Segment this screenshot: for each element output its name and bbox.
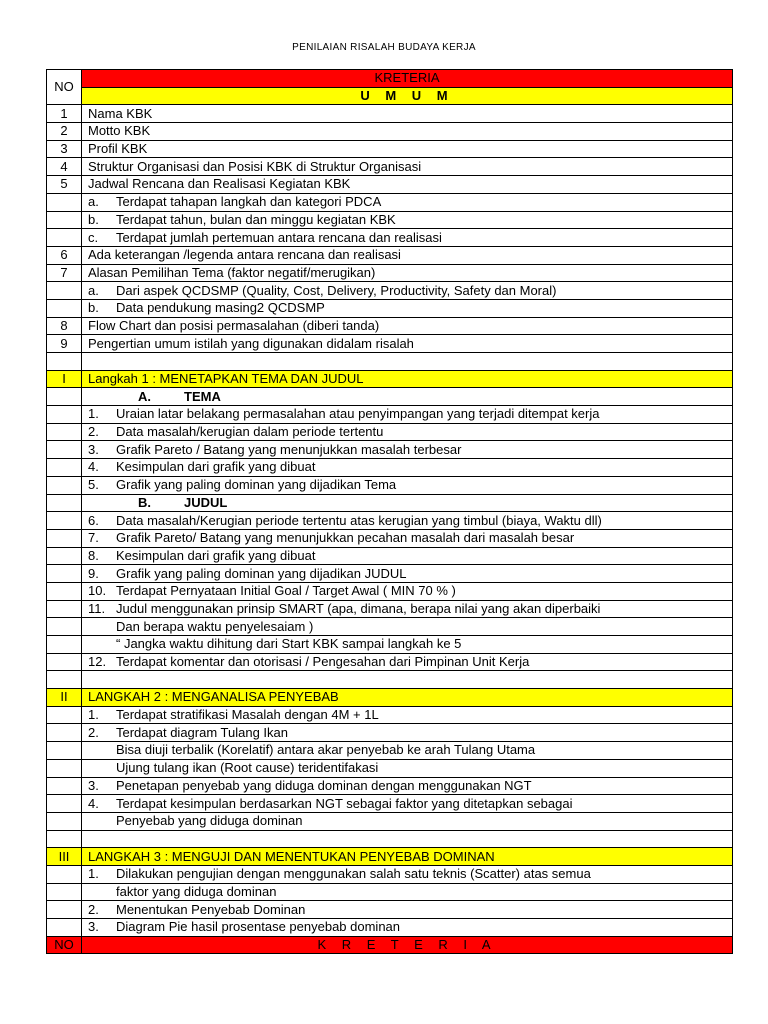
section-row-langkah3 [47, 848, 733, 866]
criteria-text: Alasan Pemilihan Tema (faktor negatif/merugikan) [82, 264, 733, 282]
blank-cell [47, 706, 82, 724]
criteria-text [82, 547, 733, 565]
criteria-text [82, 423, 733, 441]
criteria-text [82, 777, 733, 795]
blank-cell [47, 759, 82, 777]
sub-letter: B. [138, 494, 151, 510]
footer-row [47, 936, 733, 954]
langkah1-item-row [47, 653, 733, 671]
item-text: Terdapat kesimpulan berdasarkan NGT sebagai faktor yang ditetapkan sebagai [116, 795, 573, 811]
item-label: 6. [88, 512, 99, 528]
blank-cell [47, 388, 82, 406]
section-title: LANGKAH 3 : MENGUJI DAN MENENTUKAN PENYEBAB DOMINAN [82, 848, 733, 866]
umum-item-row [47, 105, 733, 123]
section-row-langkah2 [47, 689, 733, 707]
page-title: PENILAIAN RISALAH BUDAYA KERJA [292, 42, 476, 53]
umum-item-row [47, 140, 733, 158]
criteria-text [82, 476, 733, 494]
blank-row [47, 353, 733, 371]
langkah1-item-row [47, 529, 733, 547]
item-text: Ujung tulang ikan (Root cause) teridentifakasi [116, 760, 379, 776]
langkah1-item-row [47, 512, 733, 530]
subheading-row [47, 494, 733, 512]
langkah3-item-row [47, 883, 733, 901]
langkah3-item-row [47, 865, 733, 883]
header-row [47, 70, 733, 88]
section-number: I [47, 370, 82, 388]
item-label: 11. [88, 600, 106, 616]
item-label: 1. [88, 707, 99, 723]
sub-letter: A. [138, 388, 151, 404]
item-label: 12. [88, 654, 107, 670]
item-label: 10. [88, 583, 107, 599]
footer-no: NO [47, 936, 82, 954]
umum-item-row [47, 211, 733, 229]
item-label: 9. [88, 565, 99, 581]
section-number: III [47, 848, 82, 866]
item-label: 2. [88, 901, 99, 917]
umum-item-row [47, 246, 733, 264]
blank-cell [82, 353, 733, 371]
item-text: Data masalah/Kerugian periode tertentu atas kerugian yang timbul (biaya, Waktu dll) [116, 512, 602, 528]
criteria-text: Ada keterangan /legenda antara rencana dan realisasi [82, 246, 733, 264]
criteria-text: Profil KBK [82, 140, 733, 158]
item-label: 2. [88, 424, 99, 440]
row-number: 8 [47, 317, 82, 335]
item-text: Terdapat jumlah pertemuan antara rencana dan realisasi [116, 229, 442, 245]
item-text: Terdapat tahapan langkah dan kategori PDCA [116, 194, 382, 210]
blank-cell [47, 353, 82, 371]
blank-cell [47, 777, 82, 795]
blank-cell [47, 830, 82, 848]
langkah2-item-row [47, 742, 733, 760]
header-umum: U M U M [82, 87, 733, 105]
criteria-text: Pengertian umum istilah yang digunakan didalam risalah [82, 335, 733, 353]
blank-cell [47, 529, 82, 547]
blank-cell [82, 671, 733, 689]
criteria-text [82, 883, 733, 901]
row-number: 6 [47, 246, 82, 264]
criteria-text [82, 636, 733, 654]
langkah1-item-row [47, 565, 733, 583]
section-title: LANGKAH 2 : MENGANALISA PENYEBAB [82, 689, 733, 707]
subheading-row [47, 388, 733, 406]
criteria-table [46, 69, 733, 954]
blank-cell [47, 582, 82, 600]
item-text: Penetapan penyebab yang diduga dominan dengan menggunakan NGT [116, 777, 532, 793]
blank-cell [47, 724, 82, 742]
langkah1-item-row [47, 618, 733, 636]
blank-cell [47, 795, 82, 813]
blank-cell [47, 547, 82, 565]
row-number: 7 [47, 264, 82, 282]
subheading-judul [82, 494, 733, 512]
blank-cell [47, 512, 82, 530]
criteria-text: Nama KBK [82, 105, 733, 123]
langkah2-item-row [47, 759, 733, 777]
criteria-text [82, 512, 733, 530]
criteria-text [82, 229, 733, 247]
umum-item-row [47, 317, 733, 335]
blank-cell [47, 653, 82, 671]
item-label: 5. [88, 477, 99, 493]
blank-cell [47, 406, 82, 424]
item-text: Terdapat diagram Tulang Ikan [116, 724, 288, 740]
umum-item-row [47, 335, 733, 353]
header-no: NO [47, 70, 82, 105]
item-label: c. [88, 229, 99, 245]
criteria-text: Jadwal Rencana dan Realisasi Kegiatan KBK [82, 176, 733, 194]
item-text: Dan berapa waktu penyelesaiam ) [116, 618, 314, 634]
item-text: Terdapat Pernyataan Initial Goal / Target Awal ( MIN 70 % ) [116, 583, 456, 599]
item-text: Terdapat komentar dan otorisasi / Pengesahan dari Pimpinan Unit Kerja [116, 654, 530, 670]
blank-cell [47, 618, 82, 636]
criteria-text: Flow Chart dan posisi permasalahan (diberi tanda) [82, 317, 733, 335]
blank-row [47, 671, 733, 689]
blank-cell [47, 600, 82, 618]
blank-cell [47, 919, 82, 937]
item-label: 4. [88, 795, 99, 811]
umum-item-row [47, 229, 733, 247]
item-label: 4. [88, 459, 99, 475]
blank-cell [47, 865, 82, 883]
criteria-text [82, 759, 733, 777]
item-label: 8. [88, 547, 99, 563]
criteria-text: Motto KBK [82, 123, 733, 141]
langkah1-item-row [47, 441, 733, 459]
langkah3-item-row [47, 901, 733, 919]
umum-item-row [47, 158, 733, 176]
criteria-text [82, 565, 733, 583]
langkah1-item-row [47, 600, 733, 618]
header-kreteria: KRETERIA [82, 70, 733, 88]
blank-cell [47, 459, 82, 477]
criteria-text [82, 795, 733, 813]
section-number: II [47, 689, 82, 707]
criteria-text [82, 529, 733, 547]
criteria-text [82, 742, 733, 760]
sub-title: TEMA [184, 388, 221, 404]
blank-cell [47, 742, 82, 760]
row-number [47, 229, 82, 247]
item-text: Kesimpulan dari grafik yang dibuat [116, 459, 316, 475]
item-text: Penyebab yang diduga dominan [116, 813, 303, 829]
blank-cell [47, 441, 82, 459]
sub-title: JUDUL [184, 494, 228, 510]
blank-cell [47, 565, 82, 583]
item-text: “ Jangka waktu dihitung dari Start KBK sampai langkah ke 5 [116, 636, 462, 652]
criteria-text [82, 299, 733, 317]
langkah2-item-row [47, 724, 733, 742]
criteria-text [82, 582, 733, 600]
item-text: Uraian latar belakang permasalahan atau penyimpangan yang terjadi ditempat kerja [116, 406, 600, 422]
item-text: Grafik yang paling dominan yang dijadikan Tema [116, 477, 397, 493]
langkah1-item-row [47, 547, 733, 565]
row-number: 5 [47, 176, 82, 194]
item-text: Bisa diuji terbalik (Korelatif) antara akar penyebab ke arah Tulang Utama [116, 742, 536, 758]
item-label: b. [88, 211, 99, 227]
item-label: 3. [88, 919, 99, 935]
item-text: Kesimpulan dari grafik yang dibuat [116, 547, 316, 563]
langkah3-item-row [47, 919, 733, 937]
row-number: 9 [47, 335, 82, 353]
criteria-text [82, 812, 733, 830]
item-text: Dilakukan pengujian dengan menggunakan salah satu teknis (Scatter) atas semua [116, 866, 591, 882]
item-text: Grafik Pareto/ Batang yang menunjukkan pecahan masalah dari masalah besar [116, 530, 575, 546]
langkah1-item-row [47, 459, 733, 477]
item-label: 3. [88, 441, 99, 457]
row-number: 2 [47, 123, 82, 141]
item-text: Judul menggunakan prinsip SMART (apa, dimana, berapa nilai yang akan diperbaiki [116, 600, 601, 616]
langkah2-item-row [47, 706, 733, 724]
criteria-text [82, 193, 733, 211]
criteria-text: Struktur Organisasi dan Posisi KBK di Struktur Organisasi [82, 158, 733, 176]
item-label: 1. [88, 406, 99, 422]
langkah1-item-row [47, 476, 733, 494]
blank-cell [47, 636, 82, 654]
umum-item-row [47, 123, 733, 141]
row-number: 4 [47, 158, 82, 176]
criteria-text [82, 653, 733, 671]
row-number [47, 299, 82, 317]
langkah2-item-row [47, 777, 733, 795]
item-label: b. [88, 300, 99, 316]
langkah2-item-row [47, 812, 733, 830]
umum-row [47, 87, 733, 105]
criteria-text [82, 282, 733, 300]
row-number: 3 [47, 140, 82, 158]
criteria-text [82, 901, 733, 919]
section-title: Langkah 1 : MENETAPKAN TEMA DAN JUDUL [82, 370, 733, 388]
item-label: a. [88, 194, 99, 210]
section-row-langkah1 [47, 370, 733, 388]
subheading-tema [82, 388, 733, 406]
criteria-text [82, 865, 733, 883]
criteria-text [82, 618, 733, 636]
langkah1-item-row [47, 582, 733, 600]
umum-item-row [47, 176, 733, 194]
item-text: Grafik yang paling dominan yang dijadikan JUDUL [116, 565, 407, 581]
langkah1-item-row [47, 636, 733, 654]
item-text: Diagram Pie hasil prosentase penyebab dominan [116, 919, 401, 935]
blank-cell [47, 901, 82, 919]
item-text: Terdapat stratifikasi Masalah dengan 4M + 1L [116, 707, 379, 723]
criteria-text [82, 211, 733, 229]
langkah1-item-row [47, 406, 733, 424]
blank-cell [47, 812, 82, 830]
criteria-text [82, 406, 733, 424]
row-number [47, 282, 82, 300]
item-text: Grafik Pareto / Batang yang menunjukkan masalah terbesar [116, 441, 462, 457]
item-text: Data pendukung masing2 QCDSMP [116, 300, 325, 316]
blank-cell [82, 830, 733, 848]
item-label: 3. [88, 777, 99, 793]
umum-item-row [47, 282, 733, 300]
blank-cell [47, 494, 82, 512]
criteria-text [82, 919, 733, 937]
item-text: Dari aspek QCDSMP (Quality, Cost, Delivery, Productivity, Safety dan Moral) [116, 282, 557, 298]
item-label: 2. [88, 724, 99, 740]
item-text: Menentukan Penyebab Dominan [116, 901, 306, 917]
umum-item-row [47, 264, 733, 282]
blank-cell [47, 423, 82, 441]
item-label: 1. [88, 866, 99, 882]
item-text: faktor yang diduga dominan [116, 883, 277, 899]
row-number [47, 211, 82, 229]
criteria-text [82, 706, 733, 724]
langkah2-item-row [47, 795, 733, 813]
footer-kreteria: K R E T E R I A [82, 936, 733, 954]
item-text: Data masalah/kerugian dalam periode tertentu [116, 424, 384, 440]
item-text: Terdapat tahun, bulan dan minggu kegiatan KBK [116, 211, 396, 227]
row-number: 1 [47, 105, 82, 123]
item-label: a. [88, 282, 99, 298]
blank-row [47, 830, 733, 848]
item-label: 7. [88, 530, 99, 546]
criteria-text [82, 600, 733, 618]
row-number [47, 193, 82, 211]
blank-cell [47, 883, 82, 901]
umum-item-row [47, 193, 733, 211]
criteria-text [82, 441, 733, 459]
umum-item-row [47, 299, 733, 317]
criteria-text [82, 724, 733, 742]
blank-cell [47, 671, 82, 689]
langkah1-item-row [47, 423, 733, 441]
blank-cell [47, 476, 82, 494]
criteria-text [82, 459, 733, 477]
